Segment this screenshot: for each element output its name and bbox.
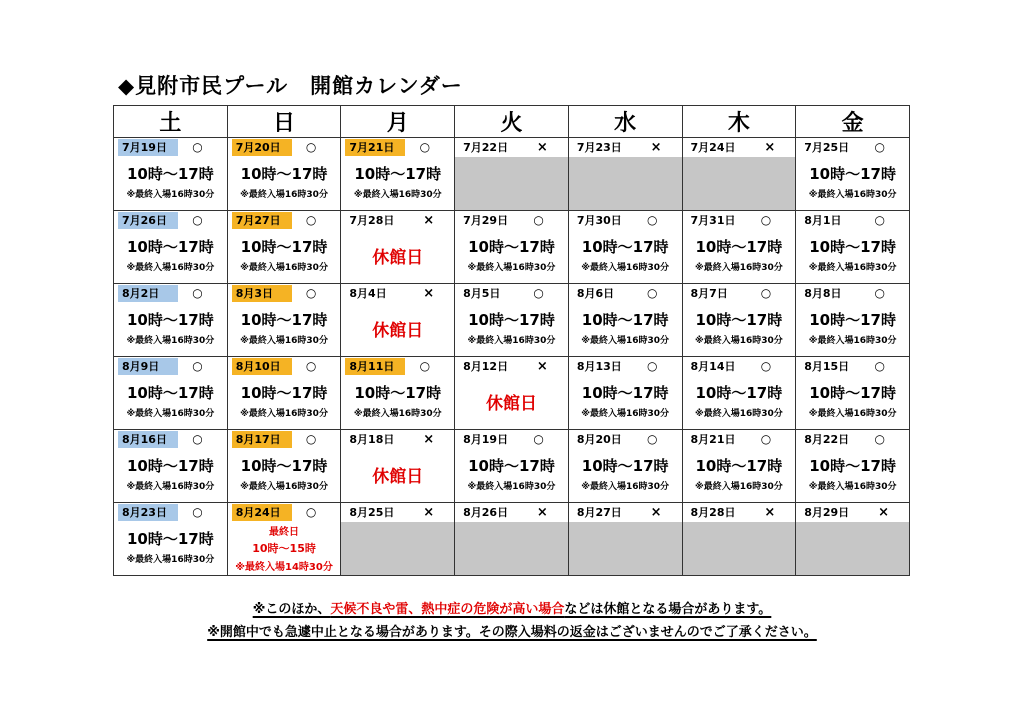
day-cell (227, 138, 341, 211)
open-hours: 10時～17時 (240, 384, 328, 402)
date-label: 8月25日 (349, 506, 395, 519)
footer-note-1 (0, 598, 1024, 617)
day-cell (455, 430, 569, 503)
open-hours: 10時～17時 (354, 384, 442, 402)
open-mark-icon: ○ (419, 140, 431, 154)
last-entry-note: ※最終入場16時30分 (126, 482, 215, 492)
day-cell (227, 430, 341, 503)
day-cell (568, 138, 682, 211)
last-entry-note: ※最終入場16時30分 (240, 263, 328, 273)
day-cell-header (341, 503, 454, 522)
weekday-monday: 月 (341, 106, 455, 138)
last-entry-note: ※最終入場16時30分 (808, 263, 897, 273)
day-cell-header (455, 357, 568, 376)
footer-note-1-pre: ※このほか、 (252, 602, 331, 617)
closed-mark-icon: × (423, 213, 435, 228)
day-cell (568, 211, 682, 284)
day-cell-header (683, 430, 796, 449)
day-cell (796, 284, 910, 357)
date-label: 8月12日 (463, 360, 509, 373)
calendar-body (114, 138, 910, 576)
open-hours: 10時～17時 (809, 165, 896, 183)
day-cell-header (228, 503, 341, 522)
last-entry-note: ※最終入場16時30分 (581, 409, 670, 419)
day-cell-header (341, 138, 454, 157)
day-cell-header (114, 211, 227, 230)
day-cell-header (683, 503, 796, 522)
closed-mark-icon: × (650, 505, 662, 520)
date-label: 8月29日 (804, 506, 850, 519)
open-hours: 10時～17時 (126, 165, 214, 183)
day-cell (114, 503, 228, 576)
day-cell-header (683, 357, 796, 376)
day-cell-header (683, 211, 796, 230)
date-label: 7月23日 (576, 141, 622, 154)
day-cell (341, 357, 455, 430)
day-cell-header (455, 503, 568, 522)
open-hours: 10時～17時 (581, 384, 669, 402)
day-cell-header (569, 430, 682, 449)
day-cell (796, 503, 910, 576)
last-entry-note: ※最終入場16時30分 (126, 263, 215, 273)
day-cell-header (683, 138, 796, 157)
page-title: ◆見附市民プール 開館カレンダー (118, 74, 463, 98)
open-hours: 10時～17時 (581, 238, 669, 256)
day-cell-header (114, 503, 227, 522)
date-label: 8月26日 (463, 506, 509, 519)
day-cell-header (114, 430, 227, 449)
calendar-week-row (114, 138, 910, 211)
day-cell (455, 357, 569, 430)
open-mark-icon: ○ (874, 140, 885, 154)
day-cell-header (228, 138, 341, 157)
open-mark-icon: ○ (533, 213, 544, 227)
day-cell (568, 357, 682, 430)
last-entry-note: ※最終入場16時30分 (467, 263, 556, 273)
closed-mark-icon: × (423, 286, 435, 301)
last-entry-note: ※最終入場16時30分 (581, 336, 670, 346)
day-cell (341, 211, 455, 284)
day-cell (227, 211, 341, 284)
last-entry-note: ※最終入場16時30分 (467, 482, 556, 492)
open-mark-icon: ○ (874, 286, 885, 300)
day-cell-header (341, 430, 454, 449)
day-cell (227, 503, 341, 576)
date-label: 8月16日 (118, 431, 178, 448)
day-cell-header (796, 430, 909, 449)
date-label: 7月26日 (118, 212, 178, 229)
date-label: 8月17日 (232, 431, 292, 448)
open-mark-icon: ○ (647, 432, 658, 446)
date-label: 7月19日 (118, 139, 178, 156)
weekday-wednesday: 水 (568, 106, 682, 138)
date-label: 8月19日 (463, 433, 509, 446)
date-label: 7月27日 (232, 212, 292, 229)
last-entry-note: ※最終入場16時30分 (240, 409, 328, 419)
date-label: 7月30日 (576, 214, 622, 227)
day-cell (227, 284, 341, 357)
footer-note-1-warning: 天候不良や雷、熱中症の危険が高い場合 (330, 602, 565, 617)
calendar-week-row (114, 284, 910, 357)
open-hours: 10時～17時 (581, 311, 669, 329)
open-mark-icon: ○ (760, 286, 772, 300)
day-cell-header (455, 284, 568, 303)
day-cell-header (341, 211, 454, 230)
final-day-last-entry: ※最終入場14時30分 (235, 562, 333, 573)
day-cell-header (796, 503, 909, 522)
closed-mark-icon: × (764, 505, 776, 520)
closed-mark-icon: × (536, 505, 548, 520)
closed-mark-icon: × (423, 505, 435, 520)
date-label: 8月27日 (576, 506, 622, 519)
closed-mark-icon: × (536, 140, 548, 155)
day-cell (114, 430, 228, 503)
day-cell-header (341, 357, 454, 376)
last-entry-note: ※最終入場16時30分 (694, 482, 783, 492)
day-cell-header (341, 284, 454, 303)
open-hours: 10時～17時 (240, 311, 328, 329)
date-label: 7月20日 (232, 139, 292, 156)
closed-mark-icon: × (764, 140, 776, 155)
open-mark-icon: ○ (533, 286, 544, 300)
date-label: 8月7日 (690, 287, 728, 300)
open-hours: 10時～17時 (354, 165, 442, 183)
date-label: 7月21日 (345, 139, 405, 156)
day-cell-header (796, 138, 909, 157)
date-label: 8月2日 (118, 285, 178, 302)
open-hours: 10時～17時 (695, 457, 783, 475)
day-cell-header (569, 138, 682, 157)
final-day-hours: 10時～15時 (252, 542, 316, 555)
open-mark-icon: ○ (647, 213, 658, 227)
date-label: 8月3日 (232, 285, 292, 302)
day-cell-header (228, 430, 341, 449)
last-entry-note: ※最終入場16時30分 (353, 190, 442, 200)
last-entry-note: ※最終入場16時30分 (126, 555, 215, 565)
closed-day-label: 休館日 (372, 467, 424, 487)
closed-mark-icon: × (423, 432, 435, 447)
day-cell (114, 357, 228, 430)
day-cell-header (228, 211, 341, 230)
opening-calendar (113, 105, 910, 576)
weekday-tuesday: 火 (455, 106, 569, 138)
day-cell-header (569, 357, 682, 376)
final-day-label: 最終日 (269, 527, 300, 538)
last-entry-note: ※最終入場16時30分 (694, 409, 783, 419)
date-label: 7月29日 (463, 214, 509, 227)
open-mark-icon: ○ (874, 359, 885, 373)
open-mark-icon: ○ (647, 359, 658, 373)
day-cell (682, 430, 796, 503)
day-cell-header (114, 284, 227, 303)
day-cell-header (569, 211, 682, 230)
open-mark-icon: ○ (874, 432, 885, 446)
open-hours: 10時～17時 (240, 165, 328, 183)
open-hours: 10時～17時 (695, 384, 783, 402)
date-label: 7月31日 (690, 214, 736, 227)
footer-note-1-text (253, 602, 772, 617)
last-entry-note: ※最終入場16時30分 (808, 409, 897, 419)
open-mark-icon: ○ (305, 359, 317, 373)
closed-mark-icon: × (650, 140, 662, 155)
day-cell-header (228, 284, 341, 303)
calendar-week-row (114, 357, 910, 430)
open-mark-icon: ○ (760, 432, 772, 446)
open-mark-icon: ○ (192, 140, 203, 154)
date-label: 8月1日 (804, 214, 842, 227)
day-cell (796, 357, 910, 430)
date-label: 8月22日 (804, 433, 850, 446)
last-entry-note: ※最終入場16時30分 (581, 482, 670, 492)
open-hours: 10時～17時 (468, 457, 555, 475)
last-entry-note: ※最終入場16時30分 (694, 336, 783, 346)
open-hours: 10時～17時 (126, 530, 214, 548)
day-cell-header (796, 211, 909, 230)
open-hours: 10時～17時 (126, 384, 214, 402)
weekday-saturday: 土 (114, 106, 228, 138)
open-mark-icon: ○ (192, 505, 203, 519)
day-cell (114, 138, 228, 211)
date-label: 8月15日 (804, 360, 850, 373)
calendar-week-row (114, 211, 910, 284)
open-hours: 10時～17時 (240, 238, 328, 256)
day-cell (114, 284, 228, 357)
day-cell (682, 357, 796, 430)
open-hours: 10時～17時 (809, 384, 896, 402)
date-label: 8月11日 (345, 358, 405, 375)
last-entry-note: ※最終入場16時30分 (240, 482, 328, 492)
day-cell-header (455, 430, 568, 449)
day-cell (682, 503, 796, 576)
day-cell (341, 430, 455, 503)
open-mark-icon: ○ (760, 213, 772, 227)
open-hours: 10時～17時 (468, 311, 555, 329)
day-cell (455, 503, 569, 576)
open-mark-icon: ○ (192, 286, 203, 300)
weekday-friday: 金 (796, 106, 910, 138)
footer-note-2-text: ※開館中でも急遽中止となる場合があります。その際入場料の返金はございませんのでご了承ください。 (207, 625, 817, 640)
last-entry-note: ※最終入場16時30分 (467, 336, 556, 346)
open-mark-icon: ○ (192, 359, 203, 373)
last-entry-note: ※最終入場16時30分 (808, 190, 897, 200)
closed-mark-icon: × (536, 359, 548, 374)
closed-day-label: 休館日 (485, 394, 537, 414)
day-cell (796, 211, 910, 284)
day-cell (114, 211, 228, 284)
day-cell (796, 430, 910, 503)
date-label: 8月13日 (576, 360, 622, 373)
weekday-thursday: 木 (682, 106, 796, 138)
open-hours: 10時～17時 (468, 238, 555, 256)
day-cell (455, 138, 569, 211)
open-mark-icon: ○ (305, 286, 317, 300)
day-cell-header (455, 211, 568, 230)
open-hours: 10時～17時 (240, 457, 328, 475)
day-cell-header (569, 503, 682, 522)
day-cell-header (228, 357, 341, 376)
calendar-week-row (114, 503, 910, 576)
date-label: 8月10日 (232, 358, 292, 375)
open-hours: 10時～17時 (126, 238, 214, 256)
open-mark-icon: ○ (760, 359, 772, 373)
day-cell (455, 211, 569, 284)
date-label: 7月24日 (690, 141, 736, 154)
open-hours: 10時～17時 (809, 457, 896, 475)
calendar-week-row (114, 430, 910, 503)
day-cell-header (114, 138, 227, 157)
day-cell-header (569, 284, 682, 303)
day-cell (568, 503, 682, 576)
open-mark-icon: ○ (305, 505, 317, 519)
open-mark-icon: ○ (192, 432, 203, 446)
day-cell-header (796, 357, 909, 376)
open-hours: 10時～17時 (126, 311, 214, 329)
last-entry-note: ※最終入場16時30分 (126, 409, 215, 419)
date-label: 8月28日 (690, 506, 736, 519)
open-hours: 10時～17時 (809, 311, 896, 329)
day-cell (227, 357, 341, 430)
day-cell-header (455, 138, 568, 157)
open-mark-icon: ○ (192, 213, 203, 227)
footer-note-1-post: などは休館となる場合があります。 (564, 602, 772, 617)
date-label: 8月14日 (690, 360, 736, 373)
day-cell (796, 138, 910, 211)
day-cell-header (683, 284, 796, 303)
open-mark-icon: ○ (305, 213, 317, 227)
date-label: 8月8日 (804, 287, 842, 300)
open-mark-icon: ○ (874, 213, 885, 227)
open-hours: 10時～17時 (695, 238, 783, 256)
day-cell-header (114, 357, 227, 376)
last-entry-note: ※最終入場16時30分 (353, 409, 442, 419)
open-mark-icon: ○ (419, 359, 431, 373)
day-cell (341, 503, 455, 576)
footer-note-2 (0, 621, 1024, 640)
open-mark-icon: ○ (305, 140, 317, 154)
date-label: 8月5日 (463, 287, 501, 300)
weekday-header-row (114, 106, 910, 138)
last-entry-note: ※最終入場16時30分 (126, 190, 215, 200)
date-label: 8月20日 (576, 433, 622, 446)
last-entry-note: ※最終入場16時30分 (808, 482, 897, 492)
date-label: 7月25日 (804, 141, 850, 154)
last-entry-note: ※最終入場16時30分 (694, 263, 783, 273)
open-hours: 10時～17時 (809, 238, 896, 256)
last-entry-note: ※最終入場16時30分 (126, 336, 215, 346)
date-label: 8月21日 (690, 433, 736, 446)
closed-mark-icon: × (878, 505, 889, 520)
day-cell (568, 430, 682, 503)
last-entry-note: ※最終入場16時30分 (240, 190, 328, 200)
last-entry-note: ※最終入場16時30分 (808, 336, 897, 346)
closed-day-label: 休館日 (372, 248, 424, 268)
day-cell (682, 211, 796, 284)
day-cell (682, 284, 796, 357)
open-mark-icon: ○ (533, 432, 544, 446)
date-label: 8月23日 (118, 504, 178, 521)
date-label: 7月28日 (349, 214, 395, 227)
day-cell (568, 284, 682, 357)
closed-day-label: 休館日 (372, 321, 424, 341)
open-mark-icon: ○ (647, 286, 658, 300)
open-hours: 10時～17時 (581, 457, 669, 475)
open-mark-icon: ○ (305, 432, 317, 446)
date-label: 7月22日 (463, 141, 509, 154)
open-hours: 10時～17時 (126, 457, 214, 475)
day-cell (455, 284, 569, 357)
last-entry-note: ※最終入場16時30分 (240, 336, 328, 346)
day-cell (341, 138, 455, 211)
day-cell (682, 138, 796, 211)
date-label: 8月4日 (349, 287, 387, 300)
date-label: 8月9日 (118, 358, 178, 375)
day-cell (341, 284, 455, 357)
weekday-sunday: 日 (227, 106, 341, 138)
date-label: 8月18日 (349, 433, 395, 446)
date-label: 8月6日 (576, 287, 615, 300)
open-hours: 10時～17時 (695, 311, 783, 329)
date-label: 8月24日 (232, 504, 292, 521)
day-cell-header (796, 284, 909, 303)
last-entry-note: ※最終入場16時30分 (581, 263, 670, 273)
